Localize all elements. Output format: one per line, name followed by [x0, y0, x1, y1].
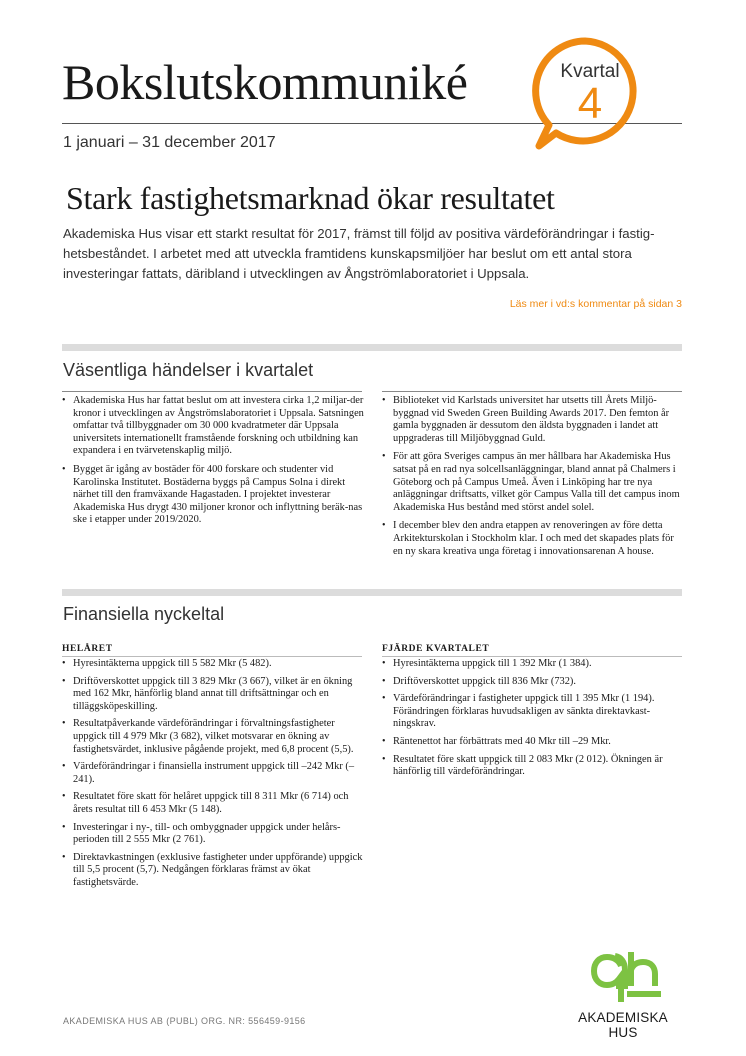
- list-item: • Direktavkastningen (exklusive fastigheter under uppförande) uppgick till 5,5 procent (5,7). Nedgången förklaras främst av ökat fastighetsvärde.: [62, 852, 364, 890]
- read-more-link[interactable]: Läs mer i vd:s kommentar på sidan 3: [509, 298, 682, 310]
- footer-org-number: AKADEMISKA HUS AB (PUBL) ORG. NR: 556459-9156: [63, 1016, 306, 1026]
- list-item: • Bygget är igång av bostäder för 400 forskare och studenter vid Karolinska Institutet. Bostäderna byggs på Campus Solna i direkt närhet till den framväxande Hagastaden. I projektet investerar Akademiska Hus drygt 430 miljoner kronor och inflyttning beräk-nas ske i etapper under 2019/2020.: [62, 464, 364, 527]
- list-item: • Investeringar i ny-, till- och ombyggnader uppgick under helårs-perioden till 2 555 Mkr (2 761).: [62, 822, 364, 847]
- lead-intro: Akademiska Hus visar ett starkt resultat för 2017, främst till följd av positiva värdeförändringar i fastig-hetsbeståndet. I arbetet med att utveckla framtidens kunskapsmiljöer har beslut om ett antal stora investeringar fattats, däribland i utvecklingen av Ångströmlaboratoriet i Uppsala.: [63, 226, 655, 281]
- full-year-list: [62, 658, 364, 895]
- akademiska-hus-logo-text: AKADEMISKA HUS: [578, 1010, 668, 1040]
- events-left-list: [62, 395, 364, 533]
- financials-section-bar: [62, 589, 682, 596]
- list-item: • Biblioteket vid Karlstads universitet har utsetts till Årets Miljö-byggnad vid Sweden Green Building Awards 2017. Den femton år gamla byggnaden är dessutom den äldsta byggnaden i landet att uppgraderas till Miljöbyggnad Guld.: [382, 395, 684, 445]
- list-item: • I december blev den andra etappen av renoveringen av före detta Arkitekturskolan i Stockholm klar. I och med det skapades plats för en ny skara kreativa unga företag i innovationsarenan A house.: [382, 520, 684, 558]
- full-year-heading: HELÅRET: [62, 644, 113, 654]
- events-right-rule: [382, 391, 682, 392]
- q4-rule: [382, 656, 682, 657]
- events-section-title: Väsentliga händelser i kvartalet: [63, 360, 314, 380]
- list-item: • Resultatet före skatt för helåret uppgick till 8 311 Mkr (6 714) och årets resultat till 6 453 Mkr (5 148).: [62, 791, 364, 816]
- lead-headline: Stark fastighetsmarknad ökar resultatet: [66, 180, 555, 216]
- report-title: Bokslutskommuniké: [62, 54, 468, 110]
- full-year-rule: [62, 656, 362, 657]
- list-item: • Resultatet före skatt uppgick till 2 083 Mkr (2 012). Ökningen är hänförlig till värdeförändringar.: [382, 754, 684, 779]
- quarter-badge-label: Kvartal: [560, 61, 620, 82]
- q4-list: [382, 658, 684, 784]
- list-item: • Värdeförändringar i finansiella instrument uppgick till –242 Mkr (–241).: [62, 761, 364, 786]
- q4-heading: FJÄRDE KVARTALET: [382, 644, 490, 654]
- list-item: • Akademiska Hus har fattat beslut om att investera cirka 1,2 miljar-der kronor i utvecklingen av Ångströmslaboratoriet i Uppsala. Satsningen omfattar två tillbyggnader om 30 000 kvadratmeter där Uppsala universitets internationellt framstående forskning och utbildning kan expandera i en tvärvetenskaplig miljö.: [62, 395, 364, 458]
- list-item: • För att göra Sveriges campus än mer hållbara har Akademiska Hus satsat på en rad nya solcellsanläggningar, bland annat på Chalmers i Göteborg och på Campus Umeå. Även i Linköping har tre nya anläggningar driftsatts, vilket gör Campus Valla till det campus inom Akademiska Hus bestånd med störst andel solel.: [382, 451, 684, 514]
- akademiska-hus-logo-icon: [591, 950, 661, 1006]
- list-item: • Driftöverskottet uppgick till 836 Mkr (732).: [382, 676, 684, 689]
- list-item: • Räntenettot har förbättrats med 40 Mkr till –29 Mkr.: [382, 736, 684, 749]
- quarter-badge-number: 4: [577, 79, 603, 128]
- events-left-rule: [62, 391, 362, 392]
- list-item: • Hyresintäkterna uppgick till 1 392 Mkr (1 384).: [382, 658, 684, 671]
- events-right-list: [382, 395, 684, 564]
- financials-section-title: Finansiella nyckeltal: [63, 604, 225, 624]
- list-item: • Resultatpåverkande värdeförändringar i förvaltningsfastigheter uppgick till 4 979 Mkr (3 682), vilket motsvarar en ökning av fastighetsvärdet, inklusive pågående projekt, med 6,8 procent (5,5).: [62, 718, 364, 756]
- events-section-bar: [62, 344, 682, 351]
- list-item: • Hyresintäkterna uppgick till 5 582 Mkr (5 482).: [62, 658, 364, 671]
- list-item: • Värdeförändringar i fastigheter uppgick till 1 395 Mkr (1 194). Förändringen förklaras huvudsakligen av sänkta direktavkast-ningskrav.: [382, 693, 684, 731]
- report-period: 1 januari – 31 december 2017: [63, 134, 276, 151]
- list-item: • Driftöverskottet uppgick till 3 829 Mkr (3 667), vilket är en ökning med 162 Mkr, hänförlig bland annat till driftsättningar och en tilläggsköpeskilling.: [62, 676, 364, 714]
